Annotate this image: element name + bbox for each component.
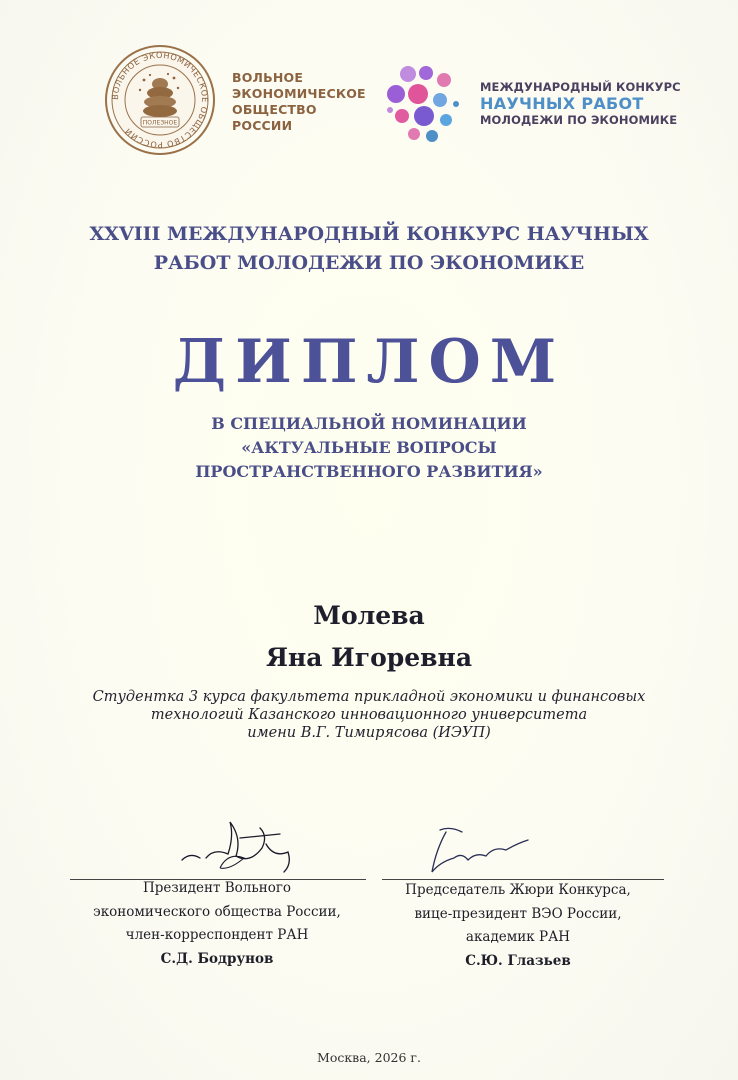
contest-heading-line-2: РАБОТ МОЛОДЕЖИ ПО ЭКОНОМИКЕ	[153, 252, 585, 274]
description-line-2: технологий Казанского инновационного университета	[150, 707, 588, 723]
veo-name-line: ЭКОНОМИЧЕСКОЕ	[232, 86, 366, 101]
veo-name-line: ВОЛЬНОЕ	[232, 70, 304, 85]
signatory-left-name: С.Д. Бодрунов	[160, 950, 274, 967]
signatory-left-title-2: экономического общества России,	[93, 903, 341, 920]
signatory-right-name: С.Ю. Глазьев	[465, 952, 571, 969]
contest-heading	[0, 220, 738, 278]
signatory-right-title-1: Председатель Жюри Конкурса,	[405, 882, 631, 898]
veo-name-block	[232, 70, 366, 134]
nomination-line-1: В СПЕЦИАЛЬНОЙ НОМИНАЦИИ	[211, 414, 527, 433]
signatory-right	[372, 879, 664, 973]
signatory-left-title-3: член-корреспондент РАН	[125, 927, 309, 943]
recipient-given-names: Яна Игоревна	[265, 643, 473, 672]
recipient-surname: Молева	[313, 601, 425, 630]
diploma-title: ДИПЛОМ	[172, 327, 566, 397]
contest-name-line-2: НАУЧНЫХ РАБОТ	[480, 94, 644, 113]
seal-ribbon-text: ПОЛЕЗНОЕ	[142, 119, 178, 127]
signature-left	[170, 808, 320, 883]
contest-name-line-3: МОЛОДЕЖИ ПО ЭКОНОМИКЕ	[480, 113, 678, 127]
recipient-description	[0, 688, 738, 742]
signatory-left	[62, 877, 372, 971]
signature-right	[410, 822, 540, 884]
nomination-block	[0, 412, 738, 484]
contest-name-line-1: МЕЖДУНАРОДНЫЙ КОНКУРС	[480, 80, 681, 94]
seal-ring-text: ВОЛЬНОЕ ЭКОНОМИЧЕСКОЕ ОБЩЕСТВО РОССИИ	[109, 49, 211, 151]
nomination-line-2: «АКТУАЛЬНЫЕ ВОПРОСЫ	[241, 438, 497, 457]
description-line-3: имени В.Г. Тимирясова (ИЭУП)	[247, 725, 491, 741]
contest-logo-icon	[384, 64, 466, 144]
veo-name-line: РОССИИ	[232, 118, 293, 133]
nomination-line-3: ПРОСТРАНСТВЕННОГО РАЗВИТИЯ»	[195, 462, 543, 481]
description-line-1: Студентка 3 курса факультета прикладной экономики и финансовых	[92, 689, 646, 705]
veo-seal-emblem	[104, 44, 216, 156]
veo-name-line: ОБЩЕСТВО	[232, 102, 317, 117]
contest-name-block	[480, 80, 681, 128]
signatory-right-title-2: вице-президент ВЭО России,	[414, 905, 622, 922]
signatory-left-title-1: Президент Вольного	[142, 880, 292, 896]
signatory-right-title-3: академик РАН	[465, 929, 571, 945]
footer-place-date: Москва, 2026 г.	[317, 1050, 421, 1065]
contest-heading-line-1: XXVIII МЕЖДУНАРОДНЫЙ КОНКУРС НАУЧНЫХ	[89, 223, 649, 245]
